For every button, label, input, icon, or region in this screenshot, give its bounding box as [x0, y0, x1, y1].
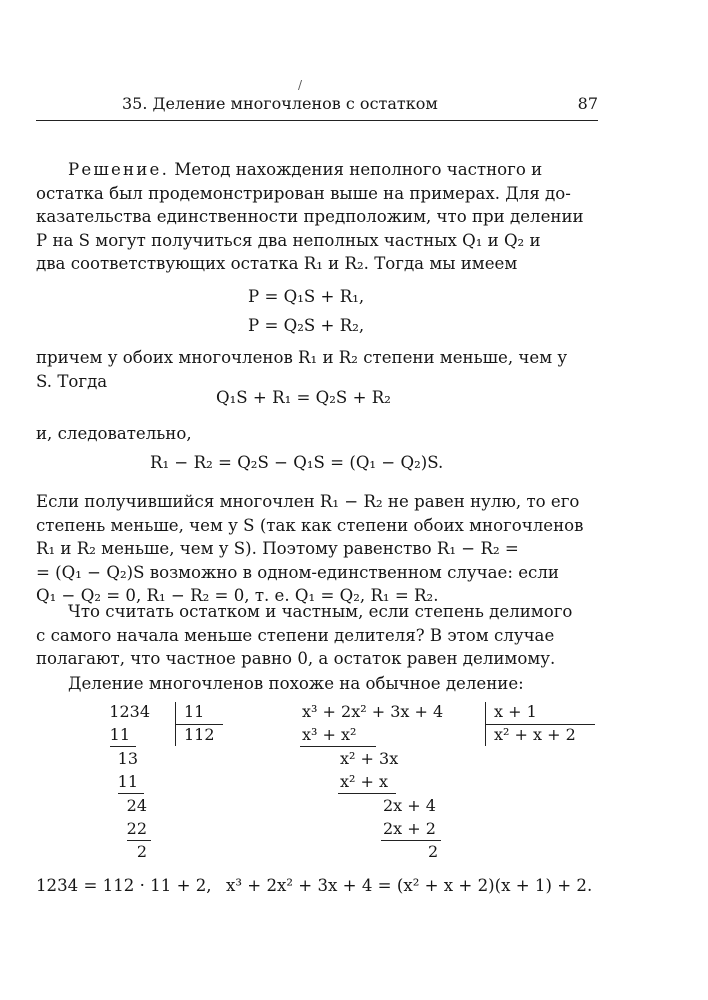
division-rule — [381, 840, 441, 841]
text-line: R₁ и R₂ меньше, чем у S). Поэтому равенство R₁ − R₂ = — [36, 539, 519, 558]
text-line: Что считать остатком и частным, если степень делимого — [68, 602, 573, 621]
division-step: 2 — [136, 842, 147, 861]
poly-step: x³ + x² — [302, 725, 357, 744]
text-line: остатка был продемонстрирован выше на примерах. Для до- — [36, 183, 571, 203]
division-rule — [127, 840, 151, 841]
page-number: 87 — [577, 94, 598, 113]
division-step: 11 — [109, 725, 130, 744]
result-numeric: 1234 = 112 · 11 + 2, — [36, 876, 212, 895]
text-line: казательства единственности предположим, что при делении — [36, 207, 584, 226]
result-polynomial: x³ + 2x² + 3x + 4 = (x² + x + 2)(x + 1) + 2. — [226, 876, 593, 895]
paragraph-6 — [36, 672, 598, 696]
text-line: полагают, что частное равно 0, а остаток равен делимому. — [36, 649, 556, 668]
running-header — [36, 92, 598, 121]
poly-step: 2 — [428, 842, 439, 861]
equation-4: R₁ − R₂ = Q₂S − Q₁S = (Q₁ − Q₂)S. — [150, 453, 444, 472]
division-dividend: 1234 — [109, 702, 150, 721]
text-line: = (Q₁ − Q₂)S возможно в одном-единственном случае: если — [36, 562, 559, 582]
text-line-content: Метод нахождения неполного частного и — [174, 160, 543, 179]
division-quotient: 112 — [184, 725, 215, 744]
solution-lead: Решение. — [68, 160, 170, 179]
division-rule — [110, 746, 136, 747]
text-line: Если получившийся многочлен R₁ − R₂ не равен нулю, то его — [36, 492, 580, 511]
equation-1: P = Q₁S + R₁, — [248, 287, 365, 306]
poly-step: x² + x — [340, 772, 389, 791]
division-step: 11 — [117, 772, 138, 791]
poly-quotient: x² + x + 2 — [494, 725, 576, 744]
division-rule — [338, 793, 396, 794]
text-line: с самого начала меньше степени делителя? В этом случае — [36, 625, 555, 645]
division-step: 24 — [126, 796, 147, 815]
paragraph-2 — [36, 346, 598, 393]
equation-3: Q₁S + R₁ = Q₂S + R₂ — [216, 388, 391, 407]
poly-divisor: x + 1 — [494, 702, 537, 721]
text-line: и, следовательно, — [36, 424, 192, 443]
paragraph-3 — [36, 422, 598, 446]
division-step: 13 — [117, 749, 138, 768]
stray-mark: / — [298, 78, 303, 92]
text-line — [36, 158, 598, 182]
poly-step: 2x + 2 — [383, 819, 436, 838]
division-rule — [118, 793, 144, 794]
text-line: два соответствующих остатка R₁ и R₂. Тогда мы имеем — [36, 254, 518, 273]
poly-dividend: x³ + 2x² + 3x + 4 — [302, 702, 444, 721]
paragraph-5 — [36, 600, 598, 671]
text-line: Q₁ − Q₂ = 0, R₁ − R₂ = 0, т. е. Q₁ = Q₂, R₁ = R₂. — [36, 586, 439, 605]
division-step: 22 — [126, 819, 147, 838]
division-divisor: 11 — [184, 702, 205, 721]
poly-step: 2x + 4 — [383, 796, 436, 815]
text-line: Деление многочленов похоже на обычное деление: — [68, 674, 524, 693]
section-title: 35. Деление многочленов с остатком — [122, 94, 438, 113]
poly-step: x² + 3x — [340, 749, 399, 768]
text-line: P на S могут получиться два неполных частных Q₁ и Q₂ и — [36, 230, 541, 250]
paragraph-4 — [36, 490, 598, 608]
equation-2: P = Q₂S + R₂, — [248, 316, 365, 335]
text-line: степень меньше, чем у S (так как степени обоих многочленов — [36, 515, 584, 535]
text-line: причем у обоих многочленов R₁ и R₂ степени меньше, чем у — [36, 348, 568, 367]
text-line: S. Тогда — [36, 371, 108, 391]
division-rule — [300, 746, 376, 747]
solution-paragraph — [36, 158, 598, 276]
